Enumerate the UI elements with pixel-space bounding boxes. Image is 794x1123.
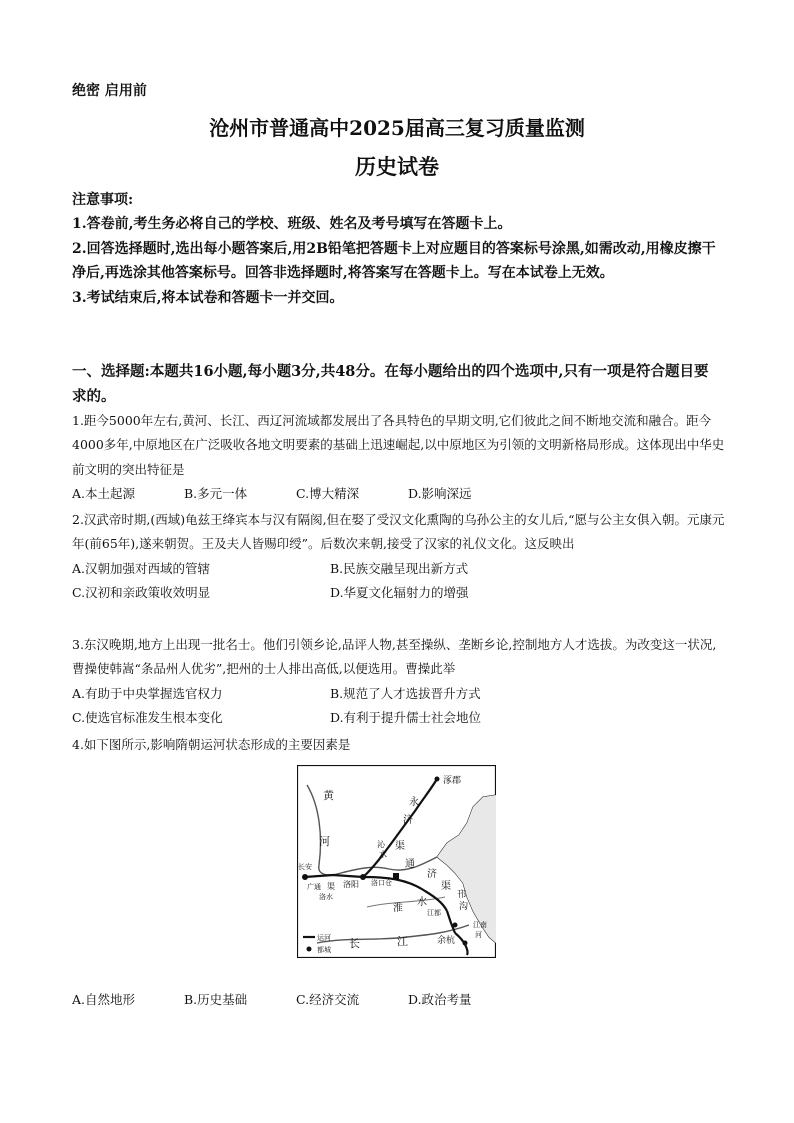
exam-subject: 历史试卷 bbox=[355, 154, 439, 179]
label-hangou: 沟 bbox=[459, 902, 469, 912]
label-qinshui: 水 bbox=[379, 850, 387, 859]
notes-item: 3.考试结束后,将本试卷和答题卡一并交回。 bbox=[72, 289, 344, 306]
question-4-options bbox=[72, 990, 520, 1008]
option-a: A.本土起源 bbox=[72, 486, 136, 502]
label-jiang: 江 bbox=[397, 935, 408, 948]
option-c: C.使选官标准发生根本变化 bbox=[72, 710, 223, 726]
label-guangtong: 渠 bbox=[327, 882, 335, 891]
option-c: C.汉初和亲政策收效明显 bbox=[72, 585, 211, 601]
label-yuhang: 余杭 bbox=[437, 936, 456, 946]
legend-canal: 运河 bbox=[317, 934, 331, 942]
label-huang: 黄 bbox=[323, 789, 334, 802]
option-b: B.民族交融呈现出新方式 bbox=[330, 560, 469, 576]
section-heading: 一、选择题:本题共16小题,每小题3分,共48分。在每小题给出的四个选项中,只有一项是符合题目要求的。 bbox=[72, 363, 709, 405]
option-d: D.有利于提升儒士社会地位 bbox=[330, 710, 482, 726]
option-a: A.汉朝加强对西域的管辖 bbox=[72, 560, 211, 576]
option-d: D.影响深远 bbox=[408, 486, 472, 502]
city-marker bbox=[453, 923, 458, 928]
legend-city: 都城 bbox=[317, 946, 331, 954]
granary-marker bbox=[393, 873, 399, 879]
option-a: A.有助于中央掌握选官权力 bbox=[72, 685, 223, 701]
question-2 bbox=[72, 508, 727, 606]
question-stem: 4.如下图所示,影响隋朝运河状态形成的主要因素是 bbox=[72, 737, 351, 752]
label-he: 河 bbox=[319, 835, 330, 848]
label-tongji: 济 bbox=[427, 869, 437, 880]
question-4 bbox=[72, 733, 727, 757]
label-luoyang: 洛阳 bbox=[343, 880, 359, 889]
city-marker bbox=[435, 777, 440, 782]
label-yongji: 渠 bbox=[395, 841, 405, 852]
question-options bbox=[72, 682, 727, 706]
label-shui: 水 bbox=[417, 897, 427, 908]
option-d: D.华夏文化辐射力的增强 bbox=[330, 585, 469, 601]
sui-canal-map bbox=[297, 765, 496, 958]
label-chang: 长 bbox=[349, 937, 360, 950]
notes-item: 1.答卷前,考生务必将自己的学校、班级、姓名及考号填写在答题卡上。 bbox=[72, 216, 512, 233]
notes-item: 2.回答选择题时,选出每小题答案后,用2B铅笔把答题卡上对应题目的答案标号涂黑,如需改动,用橡皮擦干净后,再选涂其他答案标号。回答非选择题时,将答案写在答题卡上。写在本试卷上无效。 bbox=[72, 240, 716, 282]
label-hangou: 邗 bbox=[457, 890, 467, 900]
city-marker bbox=[302, 874, 308, 880]
question-3 bbox=[72, 633, 727, 731]
option-d: D.政治考量 bbox=[408, 992, 472, 1007]
exam-title: 沧州市普通高中2025届高三复习质量监测 bbox=[209, 116, 585, 140]
label-jiangnan: 河 bbox=[475, 931, 482, 939]
question-options bbox=[72, 482, 727, 506]
label-tongji: 渠 bbox=[441, 881, 451, 892]
label-yongji: 永 bbox=[409, 797, 419, 808]
label-jiangnan: 江南 bbox=[473, 921, 487, 929]
question-stem: 1.距今5000年左右,黄河、长江、西辽河流域都发展出了各具特色的早期文明,它们彼此之间不断地交流和融合。距今4000多年,中原地区在广泛吸收各地文明要素的基础上迅速崛起,以中原地区为引领的文明新格局形成。这体现出中华史前文明的突出特征是 bbox=[72, 413, 725, 477]
question-stem: 3.东汉晚期,地方上出现一批名士。他们引领乡论,品评人物,甚至操纵、垄断乡论,控制地方人才选拔。为改变这一状况,曹操使韩嵩“条品州人优劣”,把州的士人排出高低,以便选用。曹操此举 bbox=[72, 637, 717, 677]
confidential-mark: 绝密 启用前 bbox=[72, 83, 147, 99]
question-options bbox=[72, 706, 727, 730]
label-yongji: 济 bbox=[403, 815, 413, 826]
label-luoshui: 洛水 bbox=[319, 893, 333, 901]
label-qinshui: 沁 bbox=[377, 840, 385, 849]
label-jiangdu: 江都 bbox=[427, 909, 441, 917]
option-c: C.经济交流 bbox=[296, 992, 360, 1007]
option-b: B.历史基础 bbox=[184, 992, 248, 1007]
label-zhuojun: 涿郡 bbox=[443, 776, 462, 786]
question-stem: 2.汉武帝时期,(西域)龟兹王绛宾本与汉有隔阂,但在娶了受汉文化熏陶的乌孙公主的女儿后,“愿与公主女俱入朝。元康元年(前65年),遂来朝贺。王及夫人皆赐印绶”。后数次来朝,接受了汉家的礼仪文化。这反映出 bbox=[72, 512, 725, 552]
label-huai: 淮 bbox=[393, 903, 403, 914]
label-guangtong: 广通 bbox=[307, 883, 321, 891]
question-1 bbox=[72, 409, 727, 507]
question-options bbox=[72, 557, 727, 581]
label-tongji: 通 bbox=[405, 859, 415, 870]
city-marker bbox=[463, 941, 468, 946]
option-b: B.多元一体 bbox=[184, 486, 248, 502]
option-a: A.自然地形 bbox=[72, 992, 136, 1007]
option-b: B.规范了人才选拔晋升方式 bbox=[330, 685, 481, 701]
question-options bbox=[72, 581, 727, 605]
legend-city-symbol bbox=[307, 947, 312, 952]
option-c: C.博大精深 bbox=[296, 486, 360, 502]
label-luokoucang: 洛口仓 bbox=[371, 879, 392, 887]
notes-heading: 注意事项: bbox=[72, 192, 134, 208]
city-marker bbox=[360, 874, 366, 880]
notes-block bbox=[72, 188, 722, 310]
label-changan: 长安 bbox=[298, 863, 312, 871]
